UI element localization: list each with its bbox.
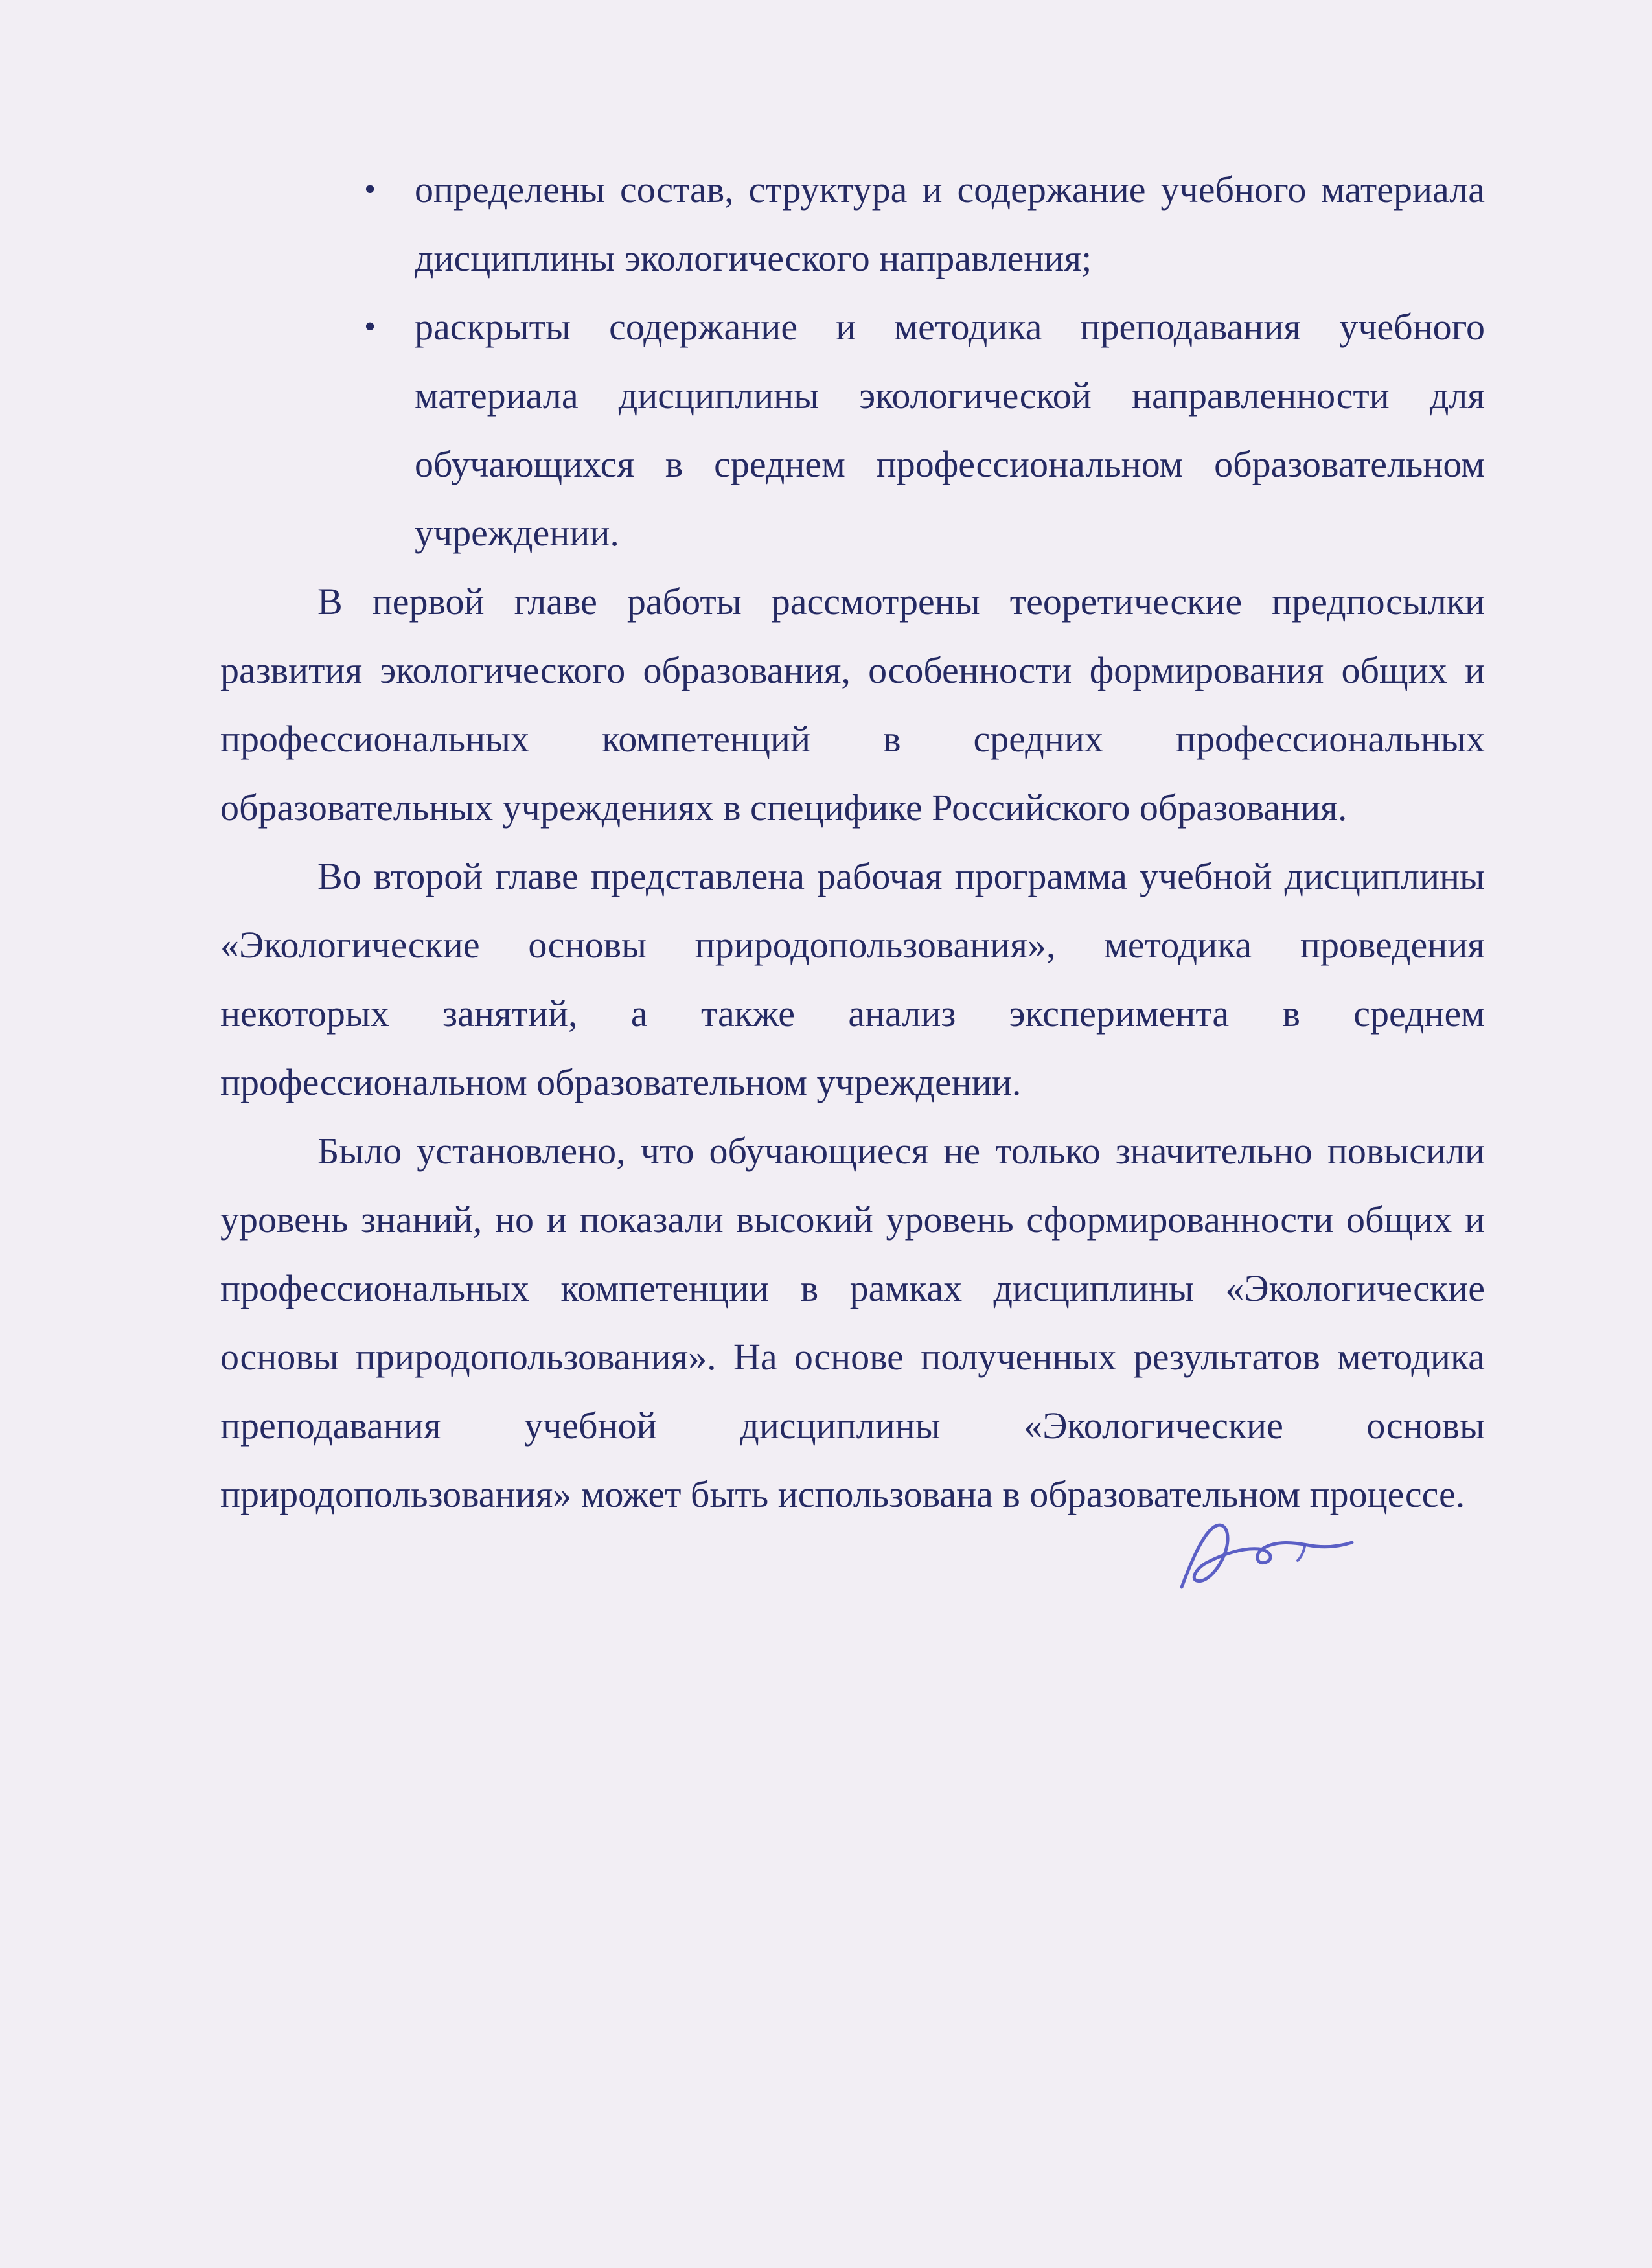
list-item — [364, 293, 1485, 567]
handwritten-signature — [1166, 1509, 1367, 1607]
paragraph: Во второй главе представлена рабочая программа учебной дисциплины «Экологические основы природопользования», методика проведения некоторых занятий, а также анализ эксперимента в среднем профессиональном образовательном учреждении. — [220, 855, 1485, 1103]
bullet-marker: • — [364, 308, 376, 345]
bullet-marker: • — [364, 171, 376, 208]
bullet-text: раскрыты содержание и методика преподавания учебного материала дисциплины экологической направленности для обучающихся в среднем профессиональном образовательном учреждении. — [415, 306, 1485, 554]
paragraph: Было установлено, что обучающиеся не только значительно повысили уровень знаний, но и показали высокий уровень сформированности общих и профессиональных компетенции в рамках дисциплины «Экологические основы природопользования». На основе полученных результатов методика преподавания учебной дисциплины «Экологические основы природопользования» может быть использована в образовательном процессе. — [220, 1130, 1485, 1515]
signature-stroke-icon — [1166, 1509, 1367, 1607]
bullet-text: определены состав, структура и содержание учебного материала дисциплины экологического направления; — [415, 168, 1485, 279]
paragraph: В первой главе работы рассмотрены теоретические предпосылки развития экологического образования, особенности формирования общих и профессиональных компетенций в средних профессиональных образовательных учреждениях в специфике Российского образования. — [220, 580, 1485, 829]
list-item — [364, 155, 1485, 293]
bullet-list — [220, 155, 1485, 567]
